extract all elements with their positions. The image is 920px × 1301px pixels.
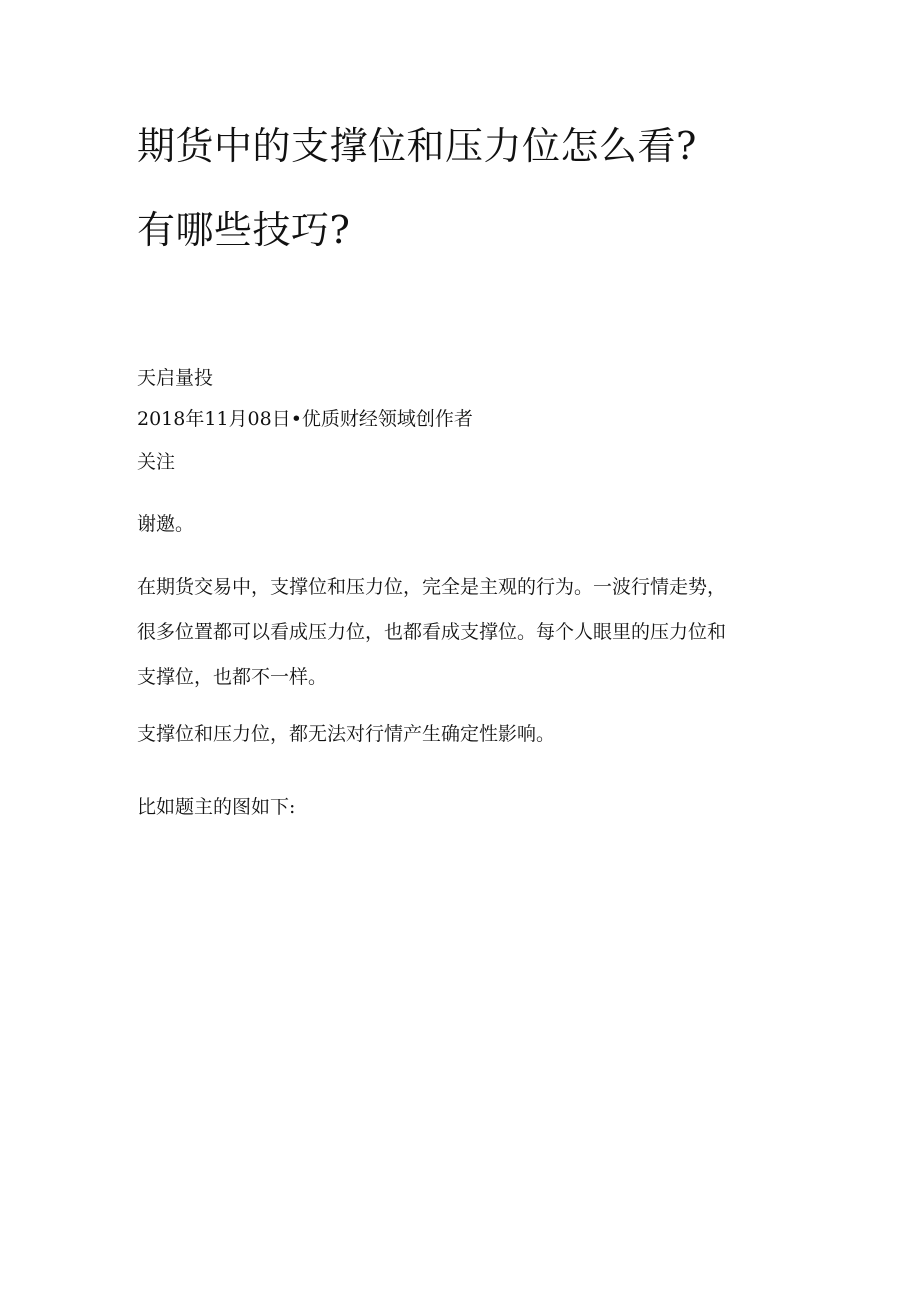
follow-link[interactable]: 关注 [137, 451, 176, 473]
paragraph [137, 512, 787, 536]
author-name[interactable]: 天启量投 [137, 367, 214, 389]
paragraph-line: 在期货交易中，支撑位和压力位，完全是主观的行为。一波行情走势， [137, 576, 727, 598]
paragraph-line: 谢邀。 [137, 513, 195, 535]
paragraph-line: 很多位置都可以看成压力位，也都看成支撑位。每个人眼里的压力位和 [137, 621, 727, 643]
paragraph [137, 575, 787, 689]
paragraph [137, 722, 787, 746]
paragraph-line: 支撑位，也都不一样。 [137, 666, 328, 688]
paragraph [137, 795, 787, 819]
paragraph-line: 比如题主的图如下: [137, 796, 296, 818]
article-title-line-2: 有哪些技巧? [137, 208, 351, 252]
paragraph-line: 支撑位和压力位，都无法对行情产生确定性影响。 [137, 723, 556, 745]
article-title-line-1: 期货中的支撑位和压力位怎么看? [137, 124, 697, 168]
publish-date-line: 2018年11月08日•优质财经领域创作者 [137, 408, 473, 430]
